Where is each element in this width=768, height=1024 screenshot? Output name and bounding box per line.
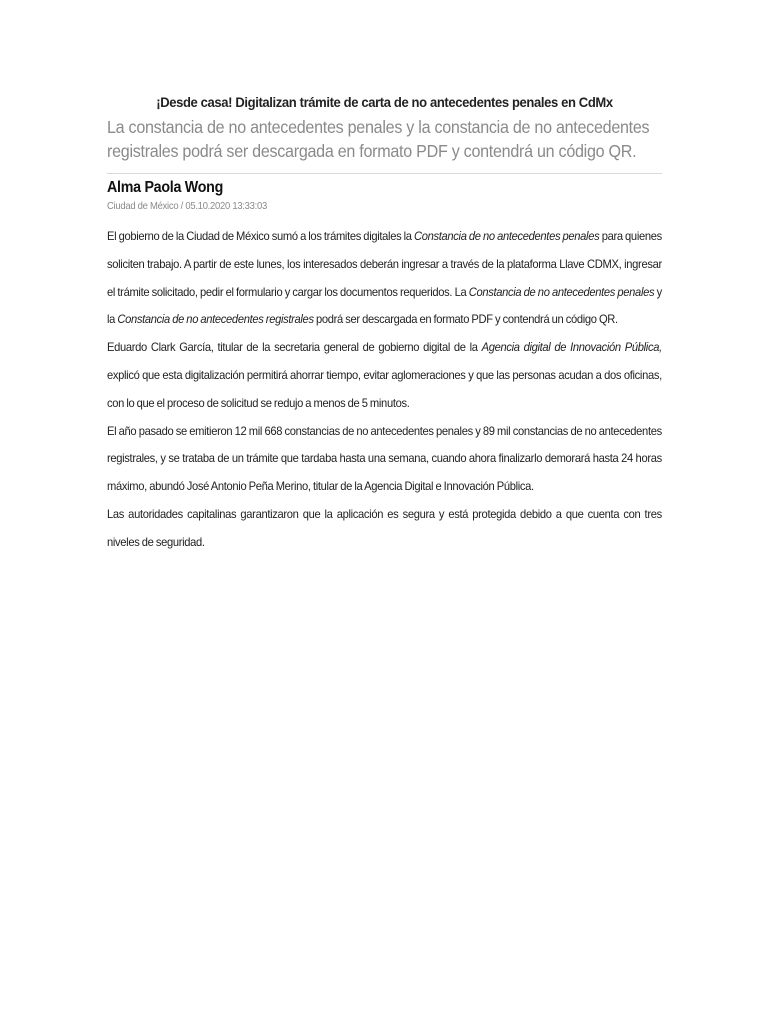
paragraph-4: Las autoridades capitalinas garantizaron que la aplicación es segura y está protegida debido a que cuenta con tres niveles de seguridad.: [107, 506, 662, 549]
subhead: La constancia de no antecedentes penales y la constancia de no antecedentes registrales podrá ser descargada en formato PDF y contendrá un código QR.: [107, 117, 650, 161]
dateline: Ciudad de México / 05.10.2020 13:33:03: [107, 200, 267, 212]
italic-text: Agencia digital de Innovación Pública,: [481, 340, 662, 355]
divider: [107, 173, 662, 174]
text: y la: [107, 284, 662, 327]
paragraph-1: [107, 223, 662, 334]
article-body: [107, 223, 662, 557]
text: explicó que esta digitalización permitirá ahorrar tiempo, evitar aglomeraciones y que las personas acudan a dos oficinas, con lo que el proceso de solicitud se redujo a menos de 5 minutos.: [107, 367, 662, 410]
headline: ¡Desde casa! Digitalizan trámite de carta de no antecedentes penales en CdMx: [156, 94, 613, 110]
paragraph-2: [107, 334, 662, 417]
text: podrá ser descargada en formato PDF y contendrá un código QR.: [313, 312, 618, 327]
paragraph-3: El año pasado se emitieron 12 mil 668 constancias de no antecedentes penales y 89 mil constancias de no antecedentes registrales, y se trataba de un trámite que tardaba hasta una semana, cuando ahora finalizarlo demorará hasta 24 horas máximo, abundó José Antonio Peña Merino, titular de la Agencia Digital e Innovación Pública.: [107, 423, 662, 494]
article: [107, 93, 662, 557]
author-name: Alma Paola Wong: [107, 179, 224, 196]
text: para quienes soliciten trabajo. A partir de este lunes, los interesados deberán ingresar a través de la plataforma Llave CDMX, ingresar el trámite solicitado, pedir el formulario y cargar los documentos requeridos. La: [107, 229, 662, 299]
text: El gobierno de la Ciudad de México sumó a los trámites digitales la: [107, 229, 415, 243]
italic-text: Constancia de no antecedentes registrales: [117, 312, 314, 327]
text: Eduardo Clark García, titular de la secretaria general de gobierno digital de la: [107, 340, 482, 355]
italic-text: Constancia de no antecedentes penales: [414, 229, 600, 243]
italic-text: Constancia de no antecedentes penales: [468, 284, 655, 299]
